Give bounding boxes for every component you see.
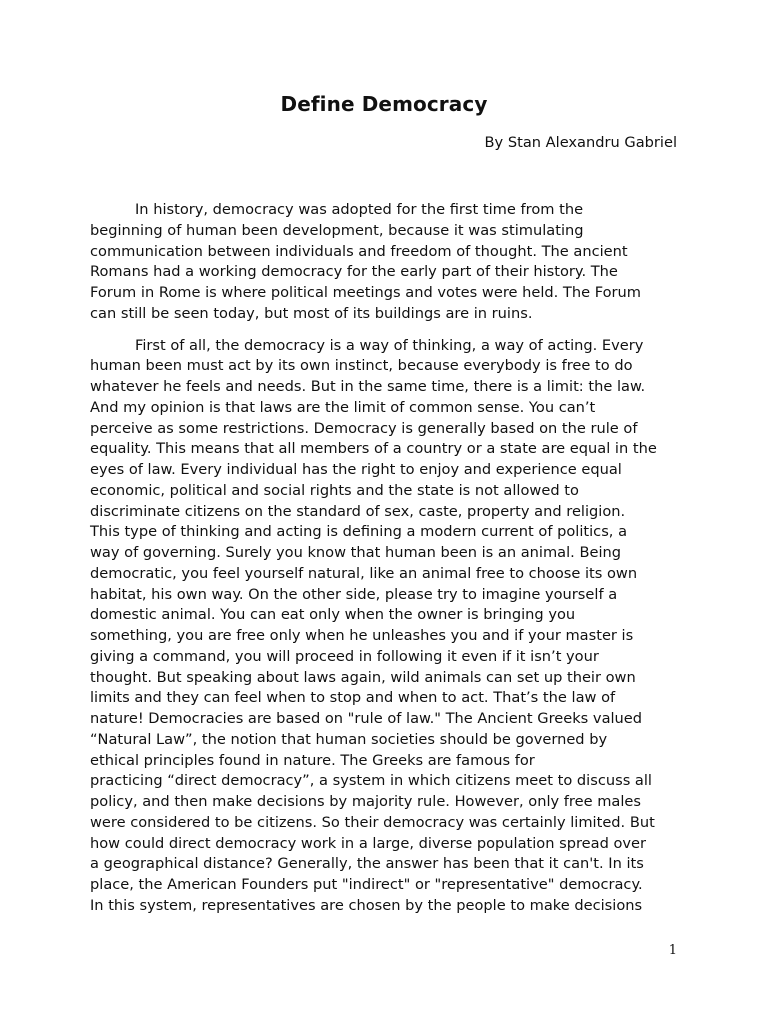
body-paragraph [90,336,686,917]
paragraph-line: And my opinion is that laws are the limit of common sense. You can’t [90,398,596,416]
paragraph-line: nature! Democracies are based on "rule of law." The Ancient Greeks valued [90,710,643,727]
paragraph-line: Forum in Rome is where political meetings and votes were held. The Forum [90,284,641,301]
paragraph-line: economic, political and social rights and the state is not allowed to [90,481,579,499]
body-paragraph [90,200,686,325]
paragraph-line: discriminate citizens on the standard of sex, caste, property and religion. [90,502,626,520]
paragraph-line: beginning of human been development, because it was stimulating [90,221,584,239]
paragraph-line: thought. But speaking about laws again, wild animals can set up their own [90,668,636,686]
paragraph-line: how could direct democracy work in a large, diverse population spread over [90,834,647,852]
paragraph-line: way of governing. Surely you know that human been is an animal. Being [90,544,622,561]
document-title: Define Democracy [280,92,488,116]
paragraph-line: practicing “direct democracy”, a system in which citizens meet to discuss all [90,772,652,790]
paragraph-line: can still be seen today, but most of its buildings are in ruins. [90,304,533,322]
author-byline: By Stan Alexandru Gabriel [484,134,677,151]
paragraph-line: First of all, the democracy is a way of thinking, a way of acting. Every [135,336,644,354]
paragraph-line: domestic animal. You can eat only when the owner is bringing you [90,606,576,624]
paragraph-line: place, the American Founders put "indirect" or "representative" democracy. [90,876,643,893]
paragraph-line: a geographical distance? Generally, the answer has been that it can't. In its [90,855,644,873]
paragraph-line: whatever he feels and needs. But in the same time, there is a limit: the law. [90,378,646,395]
page-number: 1 [668,943,677,958]
paragraph-line: policy, and then make decisions by majority rule. However, only free males [90,793,641,810]
paragraph-line: “Natural Law”, the notion that human societies should be governed by [90,730,608,748]
paragraph-line: democratic, you feel yourself natural, like an animal free to choose its own [90,564,638,582]
paragraph-line: eyes of law. Every individual has the right to enjoy and experience equal [90,461,622,478]
paragraph-line: limits and they can feel when to stop and when to act. That’s the law of [90,689,616,707]
paragraph-line: In history, democracy was adopted for the first time from the [135,201,584,218]
paragraph-line: This type of thinking and acting is defining a modern current of politics, a [90,523,628,541]
paragraph-line: equality. This means that all members of a country or a state are equal in the [90,440,657,458]
paragraph-line: Romans had a working democracy for the early part of their history. The [90,263,618,281]
paragraph-line: giving a command, you will proceed in following it even if it isn’t your [90,647,599,665]
paragraph-line: were considered to be citizens. So their democracy was certainly limited. But [90,813,655,831]
paragraph-line: In this system, representatives are chosen by the people to make decisions [90,896,643,914]
paragraph-line: communication between individuals and freedom of thought. The ancient [90,242,628,260]
paragraph-line: perceive as some restrictions. Democracy is generally based on the rule of [90,419,638,437]
document-body [90,200,686,928]
paragraph-line: ethical principles found in nature. The Greeks are famous for [90,751,535,769]
paragraph-line: human been must act by its own instinct, because everybody is free to do [90,357,633,375]
paragraph-line: something, you are free only when he unleashes you and if your master is [90,627,634,644]
paragraph-line: habitat, his own way. On the other side, please try to imagine yourself a [90,585,618,603]
